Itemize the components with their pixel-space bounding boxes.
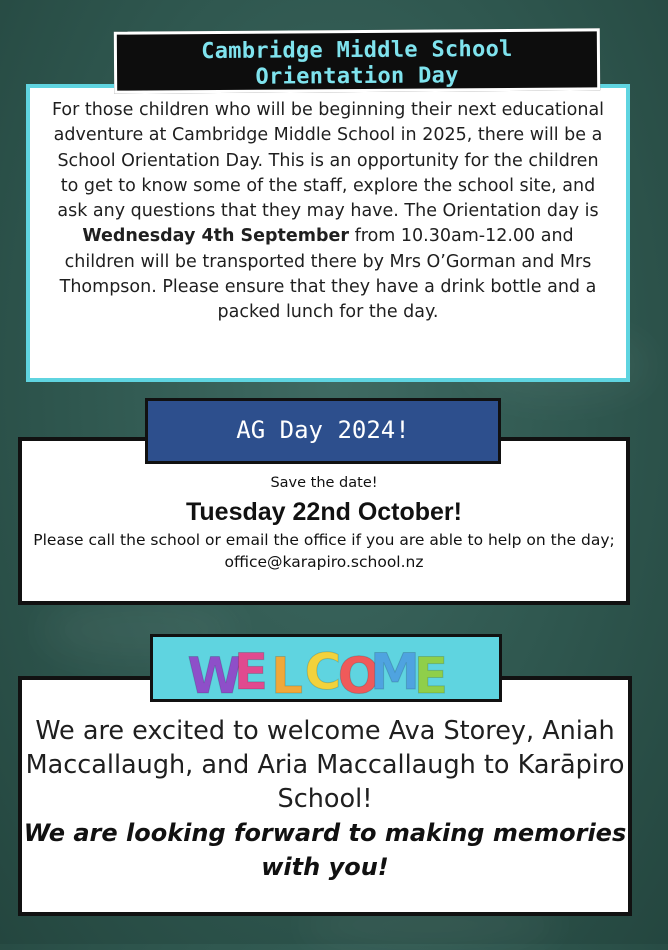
save-the-date-text: Save the date!	[270, 475, 378, 491]
welcome-letter: E	[413, 647, 449, 705]
orientation-paragraph-end: from 10.30am-12.00 and children will be transported there by Mrs O’Gorman and Mrs Thompson. Please ensure that they have a drink bottle and a packed lunch for the day.	[59, 226, 597, 323]
ag-day-title-banner	[145, 398, 501, 464]
welcome-letter: L	[271, 647, 303, 705]
welcome-card	[18, 676, 632, 916]
welcome-closing: We are looking forward to making memories with you!	[23, 819, 627, 881]
welcome-letter: M	[370, 643, 420, 701]
ag-day-date: Tuesday 22nd October!	[186, 498, 462, 526]
welcome-letter: W	[187, 647, 243, 705]
orientation-paragraph	[46, 98, 610, 326]
orientation-title-line1: Cambridge Middle School	[201, 36, 513, 65]
orientation-title-banner	[114, 28, 600, 93]
orientation-date-bold: Wednesday 4th September	[82, 226, 350, 247]
welcome-message: We are excited to welcome Ava Storey, Aniah Maccallaugh, and Aria Maccallaugh to Karāpiro School!	[25, 716, 625, 814]
welcome-title-banner	[150, 634, 502, 705]
welcome-letter: C	[304, 643, 342, 701]
welcome-watercolor-logo	[187, 641, 459, 705]
orientation-paragraph-start: For those children who will be beginning their next educational adventure at Cambridge Middle School in 2025, there will be a School Orientation Day. This is an opportunity for the children to get to know some of the staff, explore the school site, and ask any questions that they may have. The Orientation day is	[51, 100, 605, 222]
ag-day-help-text: Please call the school or email the office if you are able to help on the day; office@karapiro.school.nz	[33, 531, 615, 571]
orientation-title-line2: Orientation Day	[255, 63, 459, 90]
welcome-letter: O	[337, 647, 381, 705]
welcome-letter: E	[233, 643, 269, 701]
orientation-card	[26, 84, 630, 382]
ag-day-title: AG Day 2024!	[236, 416, 410, 444]
